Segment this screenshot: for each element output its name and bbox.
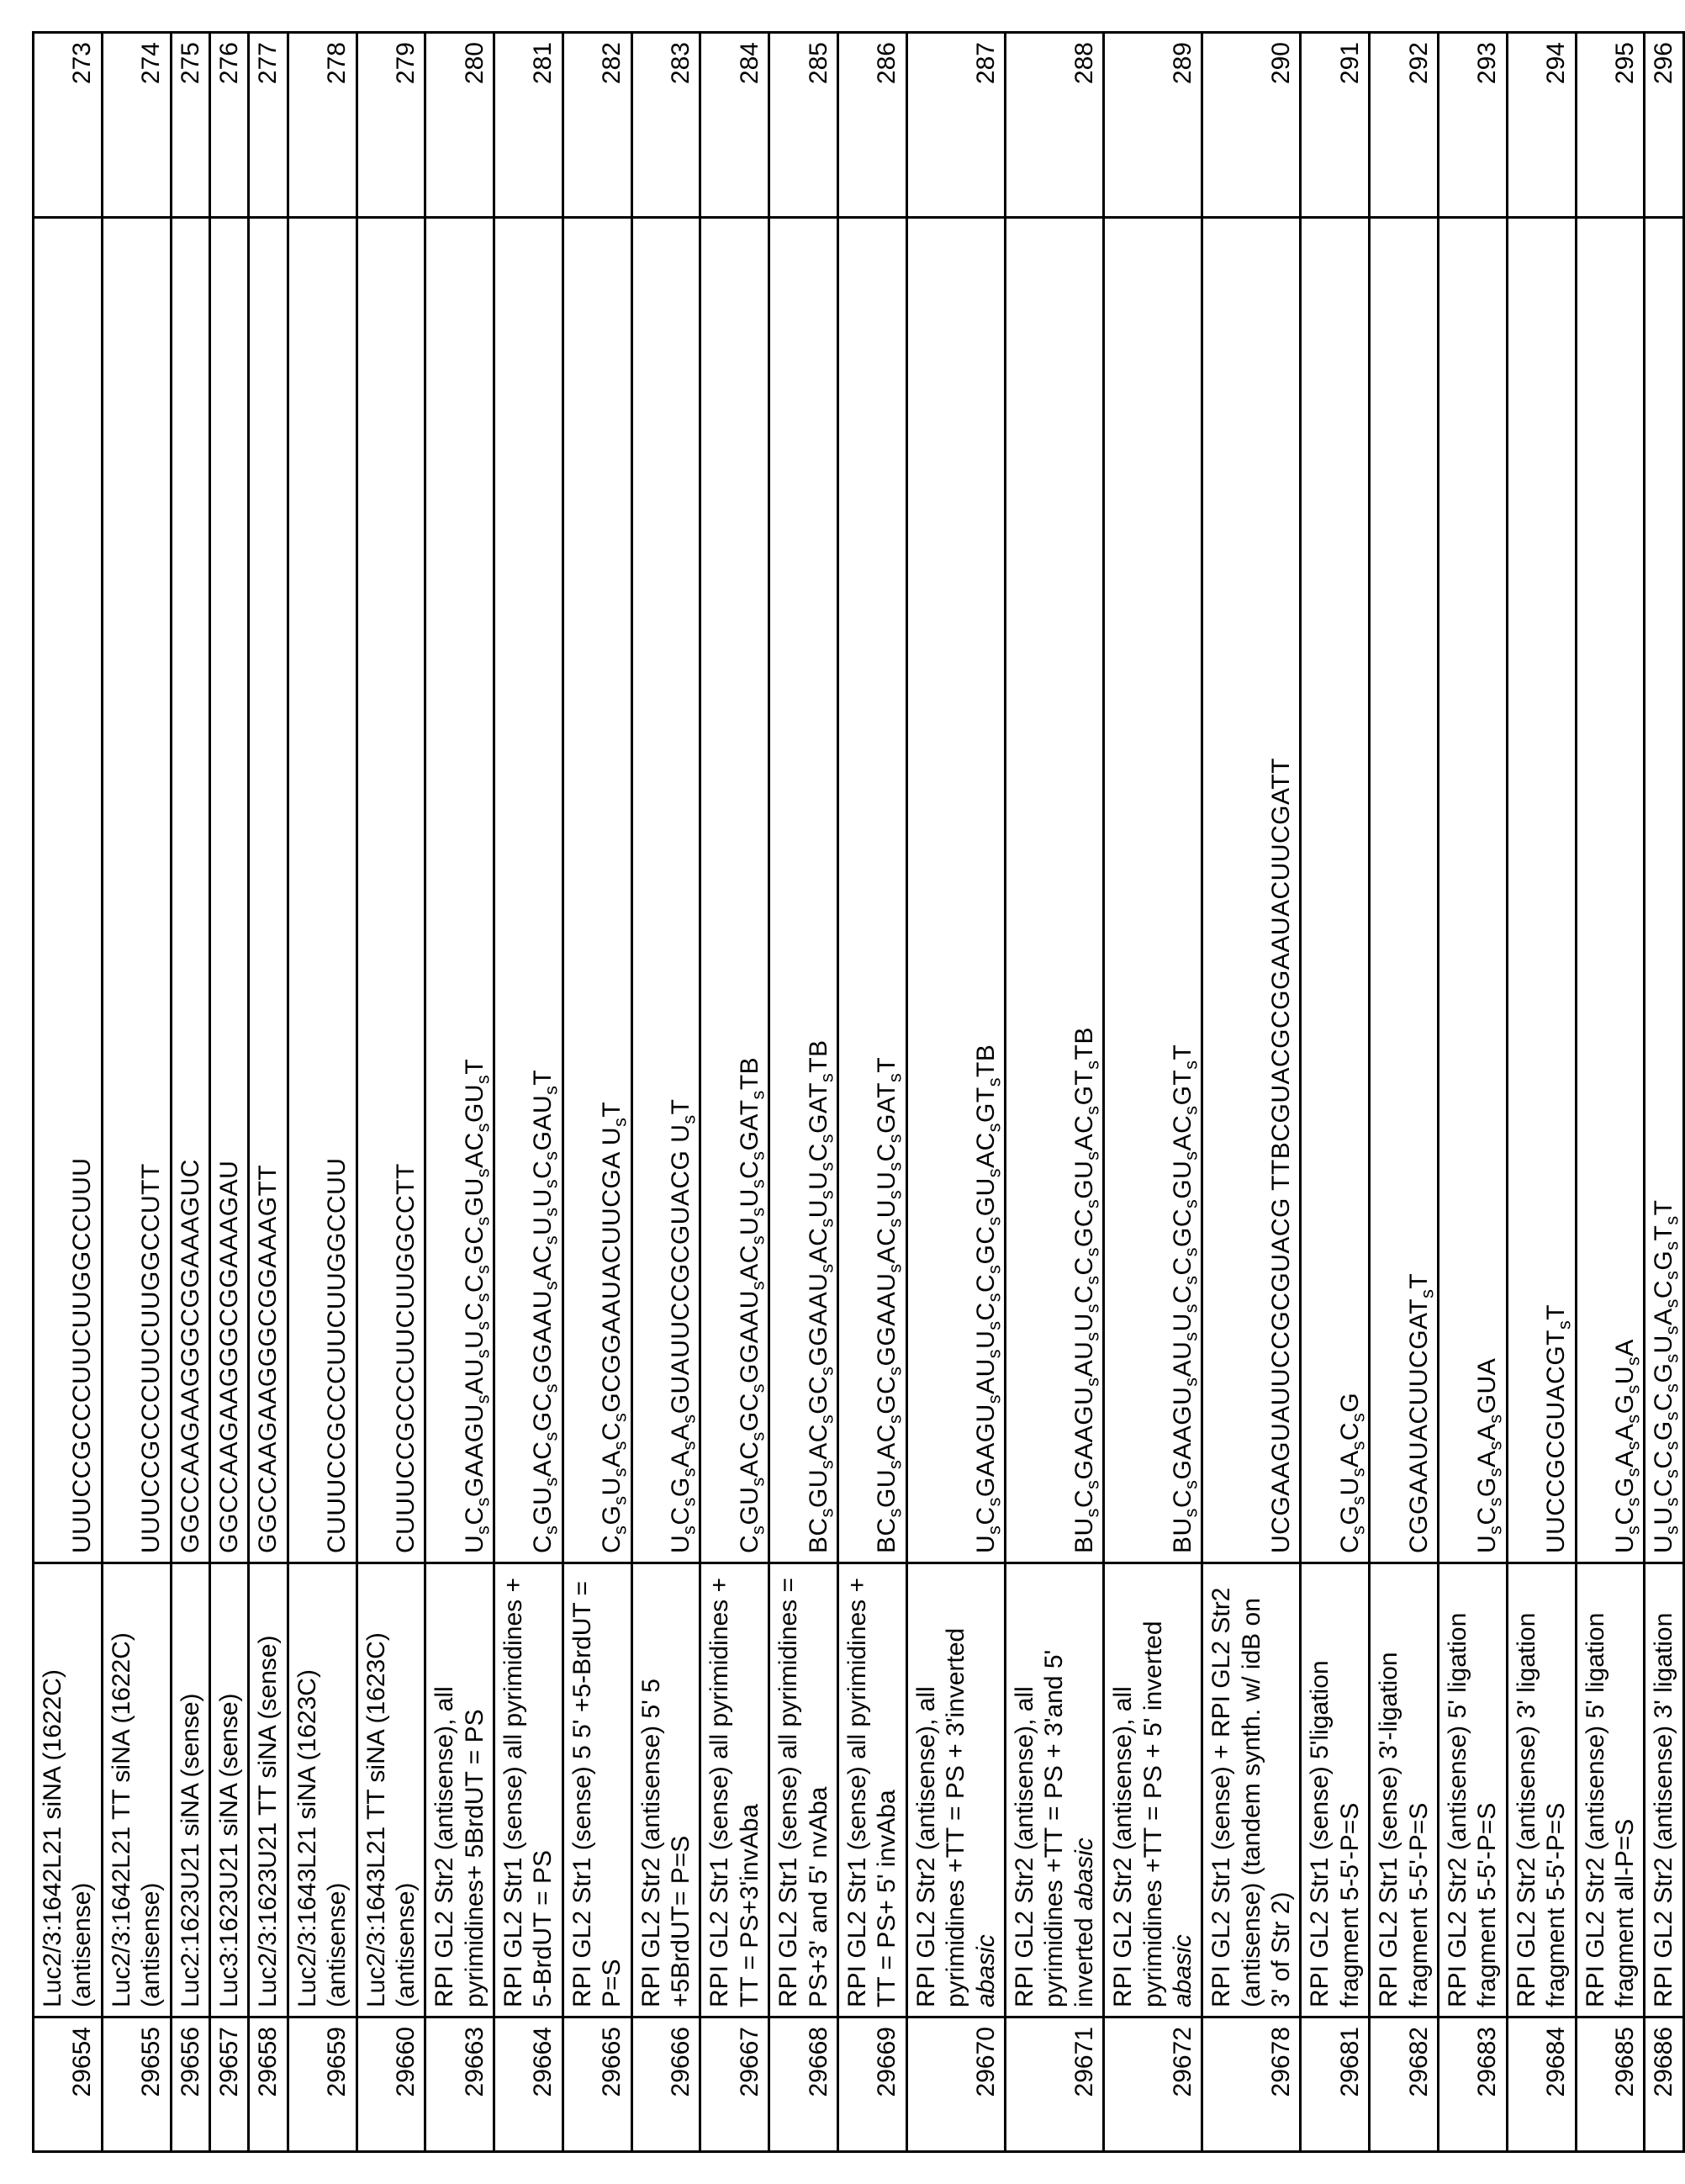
phosphorothioate-subscript: s (747, 1235, 769, 1245)
row-sequence-cell: $U_sU_sC_sC_sG_sC_sG_sU_sA_sC_sG_sT_sT$ (1645, 218, 1683, 1563)
phosphorothioate-subscript: s (816, 1366, 837, 1376)
phosphorothioate-subscript: s (1661, 1270, 1682, 1280)
phosphorothioate-subscript: s (983, 1264, 1005, 1274)
phosphorothioate-subscript: s (1661, 1441, 1682, 1451)
phosphorothioate-subscript: s (541, 1525, 563, 1535)
phosphorothioate-subscript: s (1081, 1150, 1103, 1161)
phosphorothioate-subscript: s (1661, 1383, 1682, 1393)
phosphorothioate-subscript: s (1484, 1414, 1506, 1424)
phosphorothioate-subscript: s (747, 1477, 769, 1487)
phosphorothioate-subscript: s (472, 1292, 494, 1303)
phosphorothioate-subscript: s (1347, 1441, 1369, 1451)
phosphorothioate-subscript: s (1180, 1331, 1202, 1341)
row-seq-id-cell: 275 (171, 33, 209, 218)
row-sequence-cell: GGCCAAGAAGGGCGGAAAGUC (171, 218, 209, 1563)
row-description-cell: RPI GL2 Str1 (sense) 5'ligation fragment 5-5'-P=S (1301, 1563, 1370, 2017)
table-row (1645, 33, 1683, 2152)
phosphorothioate-subscript: s (1661, 1240, 1682, 1251)
row-seq-id-cell: 283 (631, 33, 700, 218)
table-row (1439, 33, 1508, 2152)
phosphorothioate-subscript: s (541, 1150, 563, 1161)
row-seq-id-cell: 280 (425, 33, 494, 218)
table-row (171, 33, 209, 2152)
row-seq-id-cell: 288 (1005, 33, 1103, 218)
row-sequence-cell: $C_sGU_sAC_sGC_sGGAAU_sAC_sU_sU_sC_sGAT_sTB$ (700, 218, 769, 1563)
table-row (906, 33, 1005, 2152)
table-row (769, 33, 838, 2152)
table-row (563, 33, 631, 2152)
phosphorothioate-subscript: s (541, 1280, 563, 1291)
row-seq-id-cell: 290 (1202, 33, 1301, 218)
row-sequence-cell: $C_sG_sU_sA_sC_sGCGGAAUACUUCGA$ $U_sT$ (563, 218, 631, 1563)
phosphorothioate-subscript: s (1180, 1275, 1202, 1285)
row-sequence-cell: $BC_sGU_sAC_sGC_sGGAAU_sAC_sU_sU_sC_sGAT_sTB$ (769, 218, 838, 1563)
phosphorothioate-subscript: s (1484, 1497, 1506, 1507)
phosphorothioate-subscript: s (1661, 1298, 1682, 1309)
row-id-cell: 29669 (837, 2017, 906, 2152)
row-description-cell: Luc2/3:1643L21 siNA (1623C) (antisense) (288, 1563, 357, 2017)
phosphorothioate-subscript: s (816, 1263, 837, 1273)
phosphorothioate-subscript: s (884, 1218, 906, 1228)
row-id-cell: 29684 (1507, 2017, 1576, 2152)
phosphorothioate-subscript: s (472, 1525, 494, 1535)
row-id-cell: 29685 (1576, 2017, 1645, 2152)
row-seq-id-cell: 284 (700, 33, 769, 218)
phosphorothioate-subscript: s (747, 1431, 769, 1441)
row-description-cell: RPI GL2 Str1 (sense) all pyrimidines + 5-BrdUT = PS (494, 1563, 563, 2017)
row-description-cell: Luc2/3:1642L21 TT siNA (1622C) (antisense) (102, 1563, 171, 2017)
row-seq-id-cell: 287 (906, 33, 1005, 218)
row-description-cell: Luc3:1623U21 siNA (sense) (209, 1563, 248, 2017)
phosphorothioate-subscript: s (816, 1414, 837, 1425)
phosphorothioate-subscript: s (541, 1431, 563, 1441)
phosphorothioate-subscript: s (816, 1072, 837, 1082)
phosphorothioate-subscript: s (609, 1495, 631, 1505)
row-description-cell: RPI GL2 Str1 (sense) 3'-ligation fragment 5-5'-P=S (1370, 1563, 1439, 2017)
phosphorothioate-subscript: s (884, 1263, 906, 1273)
phosphorothioate-subscript: s (1622, 1384, 1644, 1394)
row-seq-id-cell: 279 (357, 33, 425, 218)
row-id-cell: 29660 (357, 2017, 425, 2152)
phosphorothioate-subscript: s (678, 1467, 700, 1478)
row-id-cell: 29667 (700, 2017, 769, 2152)
phosphorothioate-subscript: s (816, 1508, 837, 1518)
row-seq-id-cell: 274 (102, 33, 171, 218)
phosphorothioate-subscript: s (1484, 1441, 1506, 1451)
row-sequence-cell: UUUCCGCCCUUCUUGGCCUTT (102, 218, 171, 1563)
table-row (1576, 33, 1645, 2152)
phosphorothioate-subscript: s (1347, 1412, 1369, 1422)
table-row (1507, 33, 1576, 2152)
phosphorothioate-subscript: s (983, 1525, 1005, 1535)
row-id-cell: 29671 (1005, 2017, 1103, 2152)
row-id-cell: 29683 (1439, 2017, 1508, 2152)
phosphorothioate-subscript: s (1081, 1105, 1103, 1115)
phosphorothioate-subscript: s (1081, 1479, 1103, 1489)
row-description-cell: RPI GL2 Str2 (antisense), all pyrimidines +TT = PS + 3'inverted abasic (906, 1563, 1005, 2017)
row-id-cell: 29663 (425, 2017, 494, 2152)
phosphorothioate-subscript: s (747, 1383, 769, 1393)
row-description-cell: RPI GL2 Str2 (antisense) 5' ligation fragment 5-5'-P=S (1439, 1563, 1508, 2017)
phosphorothioate-subscript: s (983, 1122, 1005, 1133)
phosphorothioate-subscript: s (472, 1122, 494, 1133)
row-seq-id-cell: 281 (494, 33, 563, 218)
row-seq-id-cell: 273 (34, 33, 103, 218)
table-row (700, 33, 769, 2152)
phosphorothioate-subscript: s (678, 1497, 700, 1507)
phosphorothioate-subscript: s (609, 1412, 631, 1422)
phosphorothioate-subscript: s (1180, 1479, 1202, 1489)
phosphorothioate-subscript: s (983, 1393, 1005, 1404)
phosphorothioate-subscript: s (1622, 1414, 1644, 1424)
phosphorothioate-subscript: s (541, 1235, 563, 1245)
row-seq-id-cell: 286 (837, 33, 906, 218)
phosphorothioate-subscript: s (1622, 1467, 1644, 1478)
row-id-cell: 29682 (1370, 2017, 1439, 2152)
row-description-cell: Luc2/3:1623U21 TT siNA (sense) (249, 1563, 288, 2017)
phosphorothioate-subscript: s (884, 1133, 906, 1144)
row-description-cell: RPI GL2 Str2 (antisense), all pyrimidines +TT = PS + 5' inverted abasic (1104, 1563, 1202, 2017)
phosphorothioate-subscript: s (747, 1207, 769, 1217)
table-row (425, 33, 494, 2152)
phosphorothioate-subscript: s (983, 1292, 1005, 1303)
row-seq-id-cell: 282 (563, 33, 631, 218)
row-sequence-cell: $BC_sGU_sAC_sGC_sGGAAU_sAC_sU_sU_sC_sGAT_sT$ (837, 218, 906, 1563)
row-id-cell: 29665 (563, 2017, 631, 2152)
row-id-cell: 29670 (906, 2017, 1005, 2152)
phosphorothioate-subscript: s (1081, 1060, 1103, 1070)
phosphorothioate-subscript: s (541, 1477, 563, 1487)
row-description-cell: Luc2/3:1642L21 siNA (1622C) (antisense) (34, 1563, 103, 2017)
phosphorothioate-subscript: s (541, 1178, 563, 1189)
phosphorothioate-subscript: s (472, 1167, 494, 1178)
row-sequence-cell: GGCCAAGAAGGGCGGAAAGAU (209, 218, 248, 1563)
phosphorothioate-subscript: s (884, 1189, 906, 1200)
phosphorothioate-subscript: s (609, 1441, 631, 1451)
phosphorothioate-subscript: s (678, 1441, 700, 1451)
row-sequence-cell: $UUCCGCGUACGT_sT$ (1507, 218, 1576, 1563)
phosphorothioate-subscript: s (1347, 1525, 1369, 1535)
phosphorothioate-subscript: s (816, 1189, 837, 1200)
phosphorothioate-subscript: s (816, 1459, 837, 1470)
row-id-cell: 29664 (494, 2017, 563, 2152)
phosphorothioate-subscript: s (884, 1161, 906, 1171)
phosphorothioate-subscript: s (472, 1216, 494, 1226)
row-id-cell: 29655 (102, 2017, 171, 2152)
row-id-cell: 29678 (1202, 2017, 1301, 2152)
phosphorothioate-subscript: s (1180, 1377, 1202, 1387)
phosphorothioate-subscript: s (1661, 1353, 1682, 1363)
row-sequence-cell: $CGGAAUACUUCGAT_sT$ (1370, 218, 1439, 1563)
row-sequence-cell: $BU_sC_sGAAGU_sAU_sU_sC_sC_sGC_sGU_sAC_sGT_sTB$ (1005, 218, 1103, 1563)
row-sequence-cell: UUUCCGCCCUUCUUGGCCUUU (34, 218, 103, 1563)
table-row (631, 33, 700, 2152)
phosphorothioate-subscript: s (983, 1167, 1005, 1178)
phosphorothioate-subscript: s (983, 1497, 1005, 1507)
table-row (1370, 33, 1439, 2152)
phosphorothioate-subscript: s (472, 1393, 494, 1404)
row-description-cell: RPI GL2 Str1 (sense) + RPI GL2 Str2 (antisense) (tandem synth. w/ idB on 3' of Str 2) (1202, 1563, 1301, 2017)
phosphorothioate-subscript: s (609, 1467, 631, 1478)
phosphorothioate-subscript: s (1180, 1150, 1202, 1161)
phosphorothioate-subscript: s (1081, 1198, 1103, 1208)
table-row (102, 33, 171, 2152)
phosphorothioate-subscript: s (609, 1525, 631, 1535)
row-seq-id-cell: 278 (288, 33, 357, 218)
phosphorothioate-subscript: s (1180, 1303, 1202, 1314)
phosphorothioate-subscript: s (472, 1264, 494, 1274)
table-row (357, 33, 425, 2152)
phosphorothioate-subscript: s (1622, 1356, 1644, 1366)
phosphorothioate-subscript: s (747, 1525, 769, 1535)
phosphorothioate-subscript: s (1661, 1468, 1682, 1478)
phosphorothioate-subscript: s (884, 1508, 906, 1518)
phosphorothioate-subscript: s (472, 1497, 494, 1507)
phosphorothioate-subscript: s (1416, 1288, 1438, 1298)
row-description-cell: Luc2/3:1643L21 TT siNA (1623C) (antisense) (357, 1563, 425, 2017)
phosphorothioate-subscript: s (1661, 1325, 1682, 1335)
row-description-cell: Luc2:1623U21 siNA (sense) (171, 1563, 209, 2017)
phosphorothioate-subscript: s (983, 1076, 1005, 1087)
phosphorothioate-subscript: s (1180, 1247, 1202, 1257)
row-id-cell: 29686 (1645, 2017, 1683, 2152)
row-sequence-cell: $BU_sC_sGAAGU_sAU_sU_sC_sC_sGC_sGU_sAC_sGT_sT$ (1104, 218, 1202, 1563)
row-sequence-cell: $U_sC_sG_sA_sA_sG_sU_sA$ (1576, 218, 1645, 1563)
row-id-cell: 29657 (209, 2017, 248, 2152)
table-row (494, 33, 563, 2152)
phosphorothioate-subscript: s (983, 1348, 1005, 1359)
phosphorothioate-subscript: s (816, 1161, 837, 1171)
table-row (1301, 33, 1370, 2152)
row-id-cell: 29672 (1104, 2017, 1202, 2152)
table-row (1005, 33, 1103, 2152)
row-sequence-cell: CUUUCCGCCCUUCUUGGCCUU (288, 218, 357, 1563)
phosphorothioate-subscript: s (472, 1348, 494, 1359)
phosphorothioate-subscript: s (1347, 1495, 1369, 1505)
phosphorothioate-subscript: s (1622, 1441, 1644, 1451)
row-sequence-cell: $U_sC_sGAAGU_sAU_sU_sC_sC_sGC_sGU_sAC_sGU_sT$ (425, 218, 494, 1563)
phosphorothioate-subscript: s (1081, 1377, 1103, 1387)
row-id-cell: 29658 (249, 2017, 288, 2152)
phosphorothioate-subscript: s (1484, 1467, 1506, 1478)
row-seq-id-cell: 277 (249, 33, 288, 218)
row-description-cell: RPI GL2 Str1 (sense) all pyrimidines + TT = PS+3'invAba (700, 1563, 769, 2017)
row-description-cell: RPI GL2 Str2 (antisense) 3' ligation fragment 5-5'-P=S (1507, 1563, 1576, 2017)
table-row (249, 33, 288, 2152)
table-row (288, 33, 357, 2152)
phosphorothioate-subscript: s (1180, 1508, 1202, 1518)
table-row (209, 33, 248, 2152)
phosphorothioate-subscript: s (884, 1414, 906, 1425)
phosphorothioate-subscript: s (541, 1085, 563, 1095)
phosphorothioate-subscript: s (678, 1414, 700, 1424)
table-row (1202, 33, 1301, 2152)
row-seq-id-cell: 291 (1301, 33, 1370, 218)
phosphorothioate-subscript: s (1180, 1060, 1202, 1070)
row-sequence-cell: $U_sC_sGAAGU_sAU_sU_sC_sC_sGC_sGU_sAC_sGT_sTB$ (906, 218, 1005, 1563)
row-id-cell: 29659 (288, 2017, 357, 2152)
phosphorothioate-subscript: s (816, 1133, 837, 1144)
row-description-cell: RPI GL2 Str1 (sense) all pyrimidines + TT = PS+ 5' invAba (837, 1563, 906, 2017)
phosphorothioate-subscript: s (1081, 1508, 1103, 1518)
row-sequence-cell: $U_sC_sG_sA_sA_sGUAUUCCGCGUACG$ $U_sT$ (631, 218, 700, 1563)
phosphorothioate-subscript: s (1081, 1247, 1103, 1257)
row-sequence-cell: GGCCAAGAAGGGCGGAAAGTT (249, 218, 288, 1563)
sequence-table (32, 31, 1685, 2153)
row-seq-id-cell: 296 (1645, 33, 1683, 218)
phosphorothioate-subscript: s (472, 1074, 494, 1084)
row-description-cell: RPI GL2 Str2 (antisense), all pyrimidines +TT = PS + 3'and 5' inverted abasic (1005, 1563, 1103, 2017)
table-row (837, 33, 906, 2152)
rotated-page (32, 34, 1682, 2153)
row-description-cell: RPI GL2 Str2 (antisense) 5' 5 +5BrdUT= P=S (631, 1563, 700, 2017)
phosphorothioate-subscript: s (884, 1072, 906, 1082)
row-seq-id-cell: 292 (1370, 33, 1439, 218)
row-id-cell: 29654 (34, 2017, 103, 2152)
phosphorothioate-subscript: s (1661, 1410, 1682, 1421)
phosphorothioate-subscript: s (747, 1178, 769, 1189)
phosphorothioate-subscript: s (678, 1114, 700, 1124)
phosphorothioate-subscript: s (1661, 1525, 1682, 1535)
phosphorothioate-subscript: s (1622, 1525, 1644, 1535)
phosphorothioate-subscript: s (678, 1525, 700, 1535)
row-id-cell: 29668 (769, 2017, 838, 2152)
phosphorothioate-subscript: s (747, 1150, 769, 1161)
row-sequence-cell: $C_sG_sU_sA_sC_sG$ (1301, 218, 1370, 1563)
phosphorothioate-subscript: s (816, 1218, 837, 1228)
row-id-cell: 29666 (631, 2017, 700, 2152)
phosphorothioate-subscript: s (1484, 1525, 1506, 1535)
phosphorothioate-subscript: s (747, 1090, 769, 1100)
row-description-cell: RPI GL2 Str2 (antisense), all pyrimidines+ 5BrdUT = PS (425, 1563, 494, 2017)
phosphorothioate-subscript: s (1081, 1275, 1103, 1285)
phosphorothioate-subscript: s (541, 1383, 563, 1393)
phosphorothioate-subscript: s (609, 1117, 631, 1127)
phosphorothioate-subscript: s (541, 1207, 563, 1217)
row-id-cell: 29681 (1301, 2017, 1370, 2152)
row-sequence-cell: CUUUCCGCCCUUCUUGGCCTT (357, 218, 425, 1563)
table-row (34, 33, 103, 2152)
table-row (1104, 33, 1202, 2152)
phosphorothioate-subscript: s (1661, 1215, 1682, 1225)
row-seq-id-cell: 285 (769, 33, 838, 218)
phosphorothioate-subscript: s (1180, 1105, 1202, 1115)
row-description-cell: RPI GL2 Str1 (sense) all pyrimidines = PS+3' and 5' nvAba (769, 1563, 838, 2017)
phosphorothioate-subscript: s (472, 1320, 494, 1330)
phosphorothioate-subscript: s (884, 1459, 906, 1470)
row-seq-id-cell: 276 (209, 33, 248, 218)
phosphorothioate-subscript: s (1553, 1319, 1575, 1330)
row-seq-id-cell: 289 (1104, 33, 1202, 218)
row-description-cell: RPI GL2 Str1 (sense) 5 5' +5-BrdUT = P=S (563, 1563, 631, 2017)
phosphorothioate-subscript: s (1081, 1331, 1103, 1341)
phosphorothioate-subscript: s (747, 1280, 769, 1291)
row-sequence-cell: UCGAAGUAUUCCGCGUACG TTBCGUACGCGGAAUACUUCGATT (1202, 218, 1301, 1563)
row-seq-id-cell: 294 (1507, 33, 1576, 218)
row-seq-id-cell: 295 (1576, 33, 1645, 218)
phosphorothioate-subscript: s (1180, 1198, 1202, 1208)
phosphorothioate-subscript: s (1661, 1497, 1682, 1507)
row-description-cell: RPI GL2 Str2 (antisense) 5' ligation fragment all-P=S (1576, 1563, 1645, 2017)
phosphorothioate-subscript: s (1081, 1303, 1103, 1314)
phosphorothioate-subscript: s (884, 1366, 906, 1376)
sequence-table-body (34, 33, 1684, 2152)
row-sequence-cell: $U_sC_sG_sA_sA_sGUA$ (1439, 218, 1508, 1563)
phosphorothioate-subscript: s (983, 1216, 1005, 1226)
row-description-cell: RPI GL2 Str2 (antisense) 3' ligation (1645, 1563, 1683, 2017)
row-sequence-cell: $C_sGU_sAC_sGC_sGGAAU_sAC_sU_sU_sC_sGAU_sT$ (494, 218, 563, 1563)
row-seq-id-cell: 293 (1439, 33, 1508, 218)
phosphorothioate-subscript: s (1347, 1467, 1369, 1478)
phosphorothioate-subscript: s (983, 1320, 1005, 1330)
phosphorothioate-subscript: s (1622, 1497, 1644, 1507)
row-id-cell: 29656 (171, 2017, 209, 2152)
